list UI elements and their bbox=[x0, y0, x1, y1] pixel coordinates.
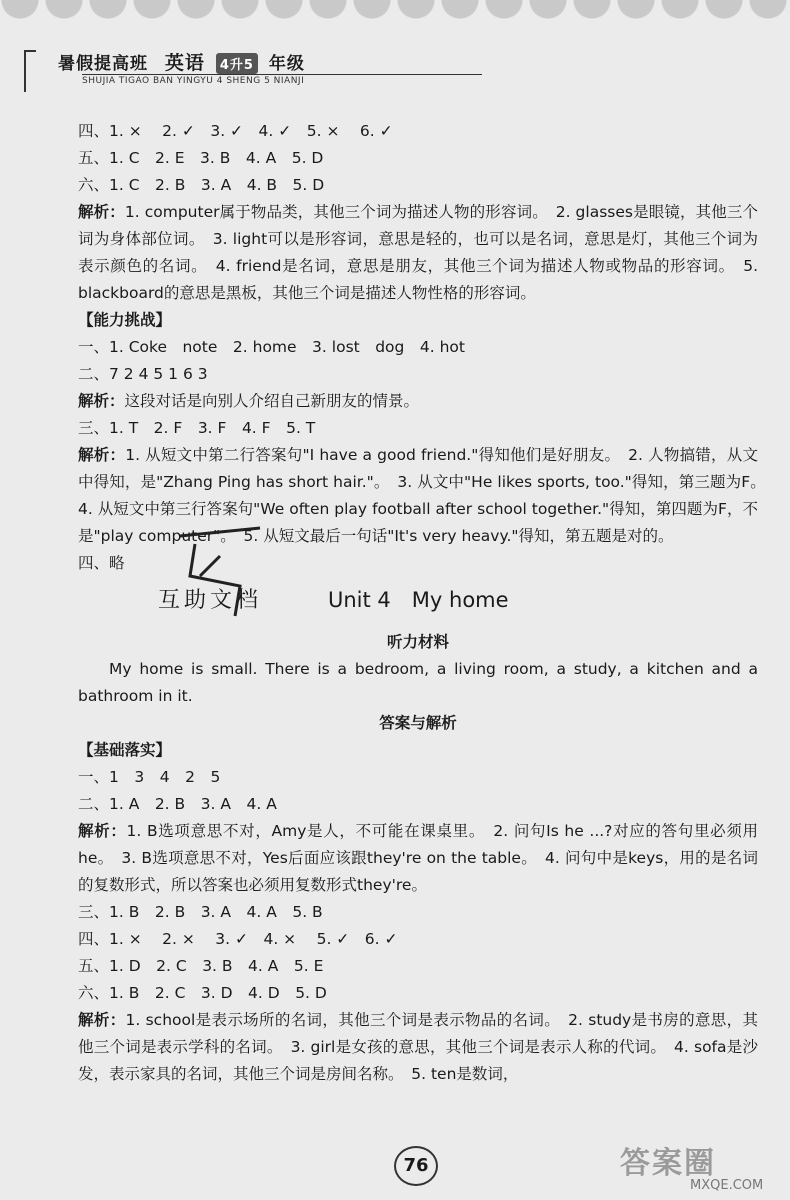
answer-line: 六、1. B 2. C 3. D 4. D 5. D bbox=[78, 984, 327, 1002]
section-heading: 【能力挑战】 bbox=[78, 311, 172, 329]
analysis-paragraph bbox=[78, 388, 758, 415]
analysis-label: 解析： bbox=[78, 392, 125, 410]
analysis-paragraph bbox=[78, 818, 758, 899]
analysis-label: 解析： bbox=[78, 446, 126, 464]
watermark-logo: 答案圈 bbox=[620, 1146, 716, 1181]
page-header bbox=[24, 40, 764, 96]
answer-line: 一、1. Coke note 2. home 3. lost dog 4. hot bbox=[78, 338, 465, 356]
analysis-text: 1. B选项意思不对，Amy是人，不可能在课桌里。 2. 问句Is he ...?对应的答句里必须用he。 3. B选项意思不对，Yes后面应该跟they're on the table。 4. 问句中是keys，用的是名词的复数形式，所以答案也必须用复数形式they're。 bbox=[78, 822, 758, 894]
answer-line: 二、1. A 2. B 3. A 4. A bbox=[78, 795, 277, 813]
analysis-text: 这段对话是向别人介绍自己新朋友的情景。 bbox=[124, 392, 420, 410]
answer-line: 三、1. T 2. F 3. F 4. F 5. T bbox=[78, 419, 316, 437]
book-title bbox=[58, 48, 305, 75]
answer-line: 四、略 bbox=[78, 554, 125, 572]
analysis-label: 解析： bbox=[78, 1011, 126, 1029]
answer-line: 一、1 3 4 2 5 bbox=[78, 768, 221, 786]
answer-line: 三、1. B 2. B 3. A 4. A 5. B bbox=[78, 903, 323, 921]
analysis-text: 1. 从短文中第二行答案句"I have a good friend."得知他们是好朋友。 2. 人物搞错，从文中得知，是"Zhang Ping has short hair."。 3. 从文中"He likes sports, too."得知，第三题为F。 4. 从短文中第三行答案句"We often play football after school together."得知，第四题为F，不是"play computer"。 5. 从短文最后一句话"It's very heavy."得知，第五题是对的。 bbox=[78, 446, 774, 545]
header-rule bbox=[82, 74, 482, 75]
header-pinyin: SHUJIA TIGAO BAN YINGYU 4 SHENG 5 NIANJI bbox=[82, 76, 305, 86]
analysis-label: 解析： bbox=[78, 203, 125, 221]
grade-badge: 4升5 bbox=[216, 53, 258, 74]
answer-line: 二、7 2 4 5 1 6 3 bbox=[78, 365, 208, 383]
decorative-border bbox=[0, 0, 790, 36]
answer-line: 四、1. × 2. × 3. ✓ 4. × 5. ✓ 6. ✓ bbox=[78, 930, 398, 948]
grade-label: 年级 bbox=[268, 54, 305, 74]
series-name: 暑假提高班 bbox=[58, 54, 148, 74]
subject-name: 英语 bbox=[164, 52, 205, 74]
handwritten-scribble bbox=[160, 516, 270, 626]
answer-line: 五、1. D 2. C 3. B 4. A 5. E bbox=[78, 957, 324, 975]
answer-line: 四、1. × 2. ✓ 3. ✓ 4. ✓ 5. × 6. ✓ bbox=[78, 122, 393, 140]
unit-title: Unit 4 My home bbox=[328, 588, 509, 612]
answer-line: 六、1. C 2. B 3. A 4. B 5. D bbox=[78, 176, 325, 194]
answer-line: 五、1. C 2. E 3. B 4. A 5. D bbox=[78, 149, 324, 167]
watermark-url: MXQE.COM bbox=[690, 1178, 764, 1193]
header-bracket bbox=[24, 50, 36, 92]
analysis-paragraph bbox=[78, 1007, 758, 1088]
analysis-text: 1. school是表示场所的名词，其他三个词是表示物品的名词。 2. study是书房的意思，其他三个词是表示学科的名词。 3. girl是女孩的意思，其他三个词是表示人称的代词。 4. sofa是沙发，表示家具的名词，其他三个词是房间名称。 5. ten是数词， bbox=[78, 1011, 758, 1083]
handwritten-stamp: 互助文档 bbox=[158, 588, 263, 613]
analysis-text: 1. computer属于物品类，其他三个词为描述人物的形容词。 2. glasses是眼镜，其他三个词为身体部位词。 3. light可以是形容词，意思是轻的，也可以是名词，意思是灯，其他三个词为表示颜色的名词。 4. friend是名词，意思是朋友，其他三个词为描述人物或物品的形容词。 5. blackboard的意思是黑板，其他三个词是描述人物性格的形容词。 bbox=[78, 203, 758, 302]
answers-heading: 答案与解析 bbox=[379, 714, 457, 732]
listening-text: My home is small. There is a bedroom, a living room, a study, a kitchen and a bathroom in it. bbox=[78, 660, 758, 705]
listening-heading: 听力材料 bbox=[386, 633, 449, 651]
section-heading: 【基础落实】 bbox=[78, 741, 172, 759]
page-number: 76 bbox=[394, 1146, 438, 1186]
analysis-paragraph bbox=[78, 199, 758, 307]
analysis-label: 解析： bbox=[78, 822, 127, 840]
